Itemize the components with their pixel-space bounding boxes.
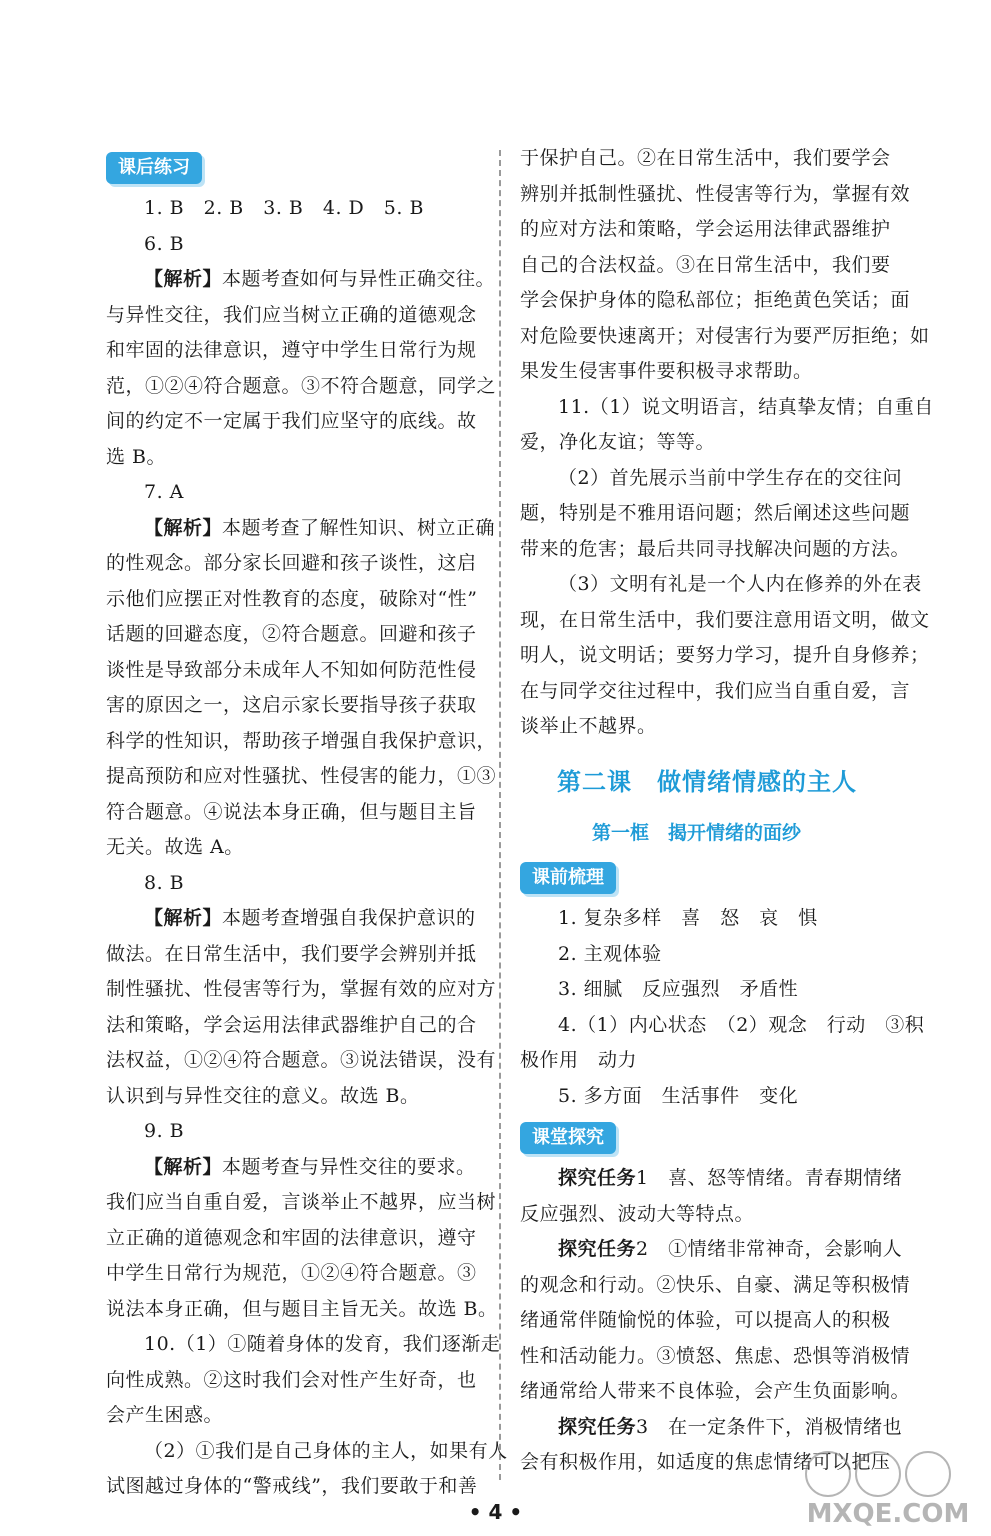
text-line: 我们应当自重自爱，言谈举止不越界，应当树 xyxy=(106,1191,497,1213)
inquiry-task-label: 探究任务 xyxy=(558,1415,637,1438)
text-line: 科学的性知识，帮助孩子增强自我保护意识， xyxy=(106,729,497,752)
text-line: 提高预防和应对性骚扰、性侵害的能力，①③ xyxy=(106,765,497,787)
column-divider xyxy=(499,150,501,1480)
lesson-title: 第二课 做情绪情感的主人 xyxy=(557,768,857,796)
inquiry-text: 绪通常给人带来不良体验，会产生负面影响。 xyxy=(520,1380,911,1402)
inquiry-line xyxy=(520,1273,910,1297)
text-line: （2）首先展示当前中学生存在的交往问 xyxy=(558,466,903,489)
text-line: 做法。在日常生活中，我们要学会辨别并抵 xyxy=(106,942,477,965)
inquiry-line xyxy=(558,1415,902,1439)
text-line: 于保护自己。②在日常生活中，我们要学会 xyxy=(520,147,891,169)
text-line: 中学生日常行为规范，①②④符合题意。③ xyxy=(106,1262,477,1284)
inquiry-text: 会有积极作用，如适度的焦虑情绪可以把压 xyxy=(520,1451,891,1473)
inquiry-text: 的观念和行动。②快乐、自豪、满足等积极情 xyxy=(520,1273,911,1296)
text-line: 明人，说文明话；要努力学习，提升自身修养； xyxy=(520,644,930,666)
review-item: 2. 主观体验 xyxy=(558,943,662,965)
text-line: 范，①②④符合题意。③不符合题意，同学之 xyxy=(106,374,497,397)
text-line: 话题的回避态度，②符合题意。回避和孩子 xyxy=(106,623,477,645)
text-line: 果发生侵害事件要积极寻求帮助。 xyxy=(520,360,813,382)
inquiry-text: 2 ①情绪非常神奇，会影响人 xyxy=(636,1238,903,1260)
section-tag-pre-class-review: 课前梳理 xyxy=(520,862,616,894)
text-line: 8. B xyxy=(144,871,185,894)
text-line: （3）文明有礼是一个人内在修养的外在表 xyxy=(558,573,922,595)
inquiry-text: 3 在一定条件下，消极情绪也 xyxy=(636,1415,903,1438)
text-line: 制性骚扰、性侵害等行为，掌握有效的应对方 xyxy=(106,978,497,1000)
text-line: 示他们应摆正对性教育的态度，破除对“性” xyxy=(106,587,478,610)
inquiry-line xyxy=(558,1166,902,1190)
inquiry-line xyxy=(520,1379,910,1403)
review-item: 1. 复杂多样 喜 怒 哀 惧 xyxy=(558,907,818,929)
text-line: 11.（1）说文明语言，结真挚友情；自重自 xyxy=(558,395,934,418)
text-line: 谈性是导致部分未成年人不知如何防范性侵 xyxy=(106,658,477,681)
text-line: 选 B。 xyxy=(106,445,167,468)
text-line: 与异性交往，我们应当树立正确的道德观念 xyxy=(106,303,477,326)
watermark-logo xyxy=(788,1440,988,1536)
review-item: 4.（1）内心状态 （2）观念 行动 ③积 xyxy=(558,1014,925,1036)
inquiry-text: 绪通常伴随愉悦的体验，可以提高人的积极 xyxy=(520,1309,891,1331)
review-item: 5. 多方面 生活事件 变化 xyxy=(558,1085,799,1107)
text-line: 7. A xyxy=(144,481,184,503)
text-line: 间的约定不一定属于我们应坚守的底线。故 xyxy=(106,410,477,432)
inquiry-task-label: 探究任务 xyxy=(558,1167,637,1189)
text-line: 向性成熟。②这时我们会对性产生好奇，也 xyxy=(106,1368,477,1391)
analysis-label: 【解析】 xyxy=(144,1155,223,1178)
text-line: 会产生困惑。 xyxy=(106,1404,224,1426)
inquiry-task-label: 探究任务 xyxy=(558,1238,637,1260)
text-line: 的应对方法和策略，学会运用法律武器维护 xyxy=(520,218,891,240)
text-line: 9. B xyxy=(144,1120,185,1142)
text-line: 【解析】本题考查如何与异性正确交往。 xyxy=(144,268,496,290)
text-line: 试图越过身体的“警戒线”，我们要敢于和善 xyxy=(106,1475,478,1497)
text-line: 法权益，①②④符合题意。③说法错误，没有 xyxy=(106,1049,497,1071)
inquiry-text: 1 喜、怒等情绪。青春期情绪 xyxy=(636,1167,903,1189)
section-tag-class-inquiry: 课堂探究 xyxy=(520,1122,616,1154)
text-line: 认识到与异性交往的意义。故选 B。 xyxy=(106,1084,420,1107)
inquiry-text: 性和活动能力。③愤怒、焦虑、恐惧等消极情 xyxy=(520,1344,911,1367)
analysis-label: 【解析】 xyxy=(144,907,223,929)
analysis-label: 【解析】 xyxy=(144,516,223,539)
text-line: 立正确的道德观念和牢固的法律意识，遵守 xyxy=(106,1226,477,1249)
text-line: 10.（1）①随着身体的发育，我们逐渐走 xyxy=(144,1333,501,1355)
inquiry-line xyxy=(558,1237,902,1261)
analysis-label: 【解析】 xyxy=(144,268,223,290)
text-line: 法和策略，学会运用法律武器维护自己的合 xyxy=(106,1013,477,1036)
text-line: 辨别并抵制性骚扰、性侵害等行为，掌握有效 xyxy=(520,182,911,205)
inquiry-text: 反应强烈、波动大等特点。 xyxy=(520,1202,755,1225)
inquiry-line xyxy=(520,1344,910,1368)
text-line: 学会保护身体的隐私部位；拒绝黄色笑话；面 xyxy=(520,289,911,311)
text-line: 无关。故选 A。 xyxy=(106,836,244,858)
inquiry-line xyxy=(520,1308,891,1332)
inquiry-line xyxy=(520,1202,754,1226)
text-line: 和牢固的法律意识，遵守中学生日常行为规 xyxy=(106,339,477,361)
text-line: 1. B 2. B 3. B 4. D 5. B xyxy=(144,197,424,219)
text-line: 爱，净化友谊；等等。 xyxy=(520,431,716,453)
text-line: 现，在日常生活中，我们要注意用语文明，做文 xyxy=(520,608,930,631)
text-line: 6. B xyxy=(144,232,185,255)
text-line: 带来的危害；最后共同寻找解决问题的方法。 xyxy=(520,537,911,560)
review-item: 3. 细腻 反应强烈 矛盾性 xyxy=(558,978,799,1000)
page-number: • 4 • xyxy=(468,1500,523,1524)
text-line: （2）①我们是自己身体的主人，如果有人 xyxy=(144,1439,508,1462)
text-line: 谈举止不越界。 xyxy=(520,715,657,737)
text-line: 【解析】本题考查与异性交往的要求。 xyxy=(144,1155,476,1178)
text-line: 自己的合法权益。③在日常生活中，我们要 xyxy=(520,253,891,276)
section-tag-after-class-exercise: 课后练习 xyxy=(106,152,202,184)
text-line: 【解析】本题考查增强自我保护意识的 xyxy=(144,907,476,929)
text-line: 在与同学交往过程中，我们应当自重自爱，言 xyxy=(520,679,911,702)
review-item: 极作用 动力 xyxy=(520,1049,638,1071)
text-line: 对危险要快速离开；对侵害行为要严厉拒绝；如 xyxy=(520,324,930,347)
text-line: 题，特别是不雅用语问题；然后阐述这些问题 xyxy=(520,502,911,524)
svg-text:MXQE.COM: MXQE.COM xyxy=(806,1499,970,1529)
text-line: 的性观念。部分家长回避和孩子谈性，这启 xyxy=(106,552,477,574)
text-line: 说法本身正确，但与题目主旨无关。故选 B。 xyxy=(106,1297,498,1320)
text-line: 害的原因之一，这启示家长要指导孩子获取 xyxy=(106,694,477,716)
text-line: 符合题意。④说法本身正确，但与题目主旨 xyxy=(106,800,477,823)
text-line: 【解析】本题考查了解性知识、树立正确 xyxy=(144,516,496,539)
frame-title: 第一框 揭开情绪的面纱 xyxy=(592,822,802,844)
